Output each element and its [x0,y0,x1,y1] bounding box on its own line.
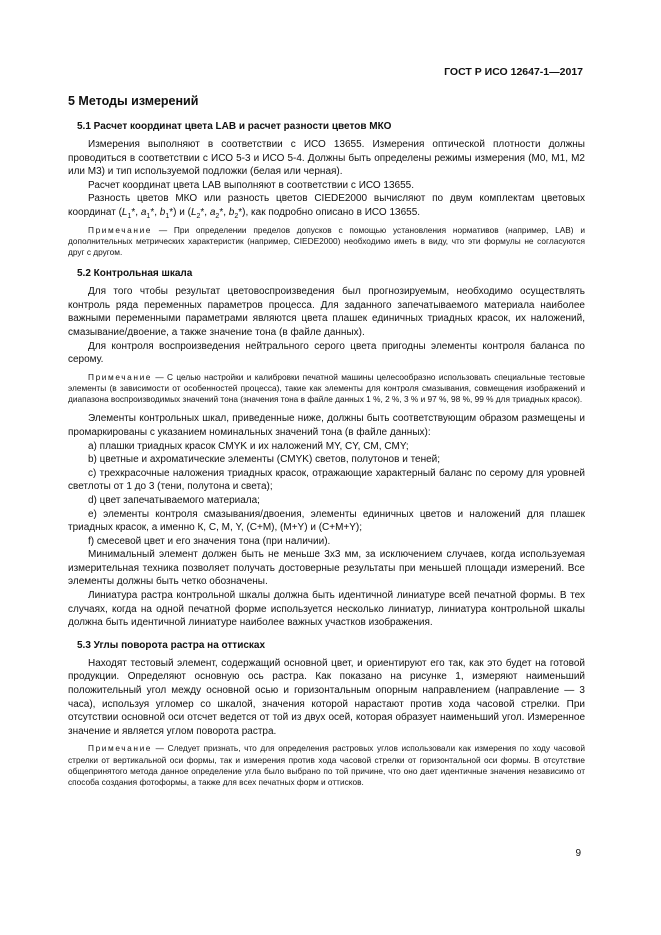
document-header: ГОСТ Р ИСО 12647-1—2017 [444,66,583,78]
document-body [68,94,585,795]
list-item: d) цвет запечатываемого материала; [88,494,260,506]
s51-paragraph-2: Расчет координат цвета LAB выполняют в соответствии с ИСО 13655. [88,179,415,191]
s51-p3-pre: Разность цветов МКО или разность цветов CIEDE2000 вычисляют по двум комплектам цветовых координат ( [68,193,585,218]
s52-note [68,372,585,406]
list-item: e) элементы контроля смазывания/двоения, элементы единичных цветов и наложений для плашек триадных красок, а именно К, С, М, Y, (С+М), (М+Y) и (С+М+Y); [68,508,585,534]
s52-paragraph-4: Минимальный элемент должен быть не меньше 3х3 мм, за исключением случаев, когда используемая измерительная техника позволяет получать достоверные результаты при меньшей площади измерений. Все элементы должны быть четко обозначены. [68,549,585,588]
section-5-heading: 5 Методы измерений [68,94,199,108]
s51-paragraph-3 [68,192,585,219]
s51-note [68,225,585,259]
section-5-2-heading: 5.2 Контрольная шкала [77,268,193,280]
s52-paragraph-5: Линиатура растра контрольной шкалы должна быть идентичной линиатуре всей печатной формы. В тех случаях, когда на одной печатной форме используется несколько линиатур, линиатура контрольной шкалы должна быть идентичной линиатуре наиболее важных участков изображения. [68,590,585,629]
list-item: b) цветные и ахроматические элементы (CMYK) светов, полутонов и теней; [88,454,441,466]
s53-note [68,743,585,788]
s52-paragraph-3: Элементы контрольных шкал, приведенные ниже, должны быть соответствующим образом размещены и промаркированы с указанием номинальных значений тона (в файле данных): [68,413,585,438]
note-text: — При определении пределов допусков с помощью установления нормативов (например, LAB) и дополнительных метрических характеристик (например, CIEDE2000) необходимо иметь в виду, что эти формулы не согласуются друг с другом. [68,224,585,257]
note-label: Примечание [88,224,153,235]
list-item: а) плашки триадных красок CMYK и их наложений MY, CY, CM, CMY; [88,440,409,452]
s53-paragraph-1: Находят тестовый элемент, содержащий основной цвет, и ориентируют его так, как это будет на готовой продукции. Определяют основную ось растра. Как показано на рисунке 1, измеряют наименьший положительный угол между основной осью и горизонтальным опорным направлением (направление — 3 часа), используя угломер со шкалой, значения которой нарастают против хода часовой стрелки. При отсутствии основной оси отсчет ведется от той из двух осей, которая образует наименьший угол. Измеренное значение и является углом поворота растра. [68,657,585,737]
section-5-3-heading: 5.3 Углы поворота растра на оттисках [77,639,266,651]
s51-paragraph-1: Измерения выполняют в соответствии с ИСО 13655. Измерения оптической плотности должны проводиться в соответствии с ИСО 5-3 и ИСО 5-4. Должны быть определены режимы измерения (М0, М1, М2 или М3) и тип используемой подложки (белая или черная). [68,139,585,178]
s52-paragraph-2: Для контроля воспроизведения нейтрального серого цвета пригодны элементы контроля баланса по серому. [68,340,585,366]
page-number: 9 [575,848,581,859]
note-label: Примечание [88,371,153,382]
s51-p3-post: ), как подробно описано в ИСО 13655. [242,206,421,218]
note-label: Примечание [88,743,153,754]
note-text: — С целью настройки и калибровки печатной машины целесообразно использовать специальные тестовые элементы (в зависимости от особенностей процесса), такие как элементы для контроля смазывания, совмещения изображений и диапазона воспроизводимых значений тона (значения тона в файле данных 1 %, 2 %, 3 % и 97 %, 98 %, 99 % для триадных красок). [68,371,585,405]
list-item: f) смесевой цвет и его значения тона (при наличии). [88,535,331,547]
list-item: c) трехкрасочные наложения триадных красок, отражающие характерный баланс по серому для уровней светлоты от 1 до 3 (тени, полутона и света); [68,467,585,493]
note-text: — Следует признать, что для определения растровых углов использовали как измерения по ходу часовой стрелки от вертикальной оси формы, так и измерения против хода часовой стрелки от горизонтальной оси формы. В отсутствие общепринятого метода данное определение угла было выбрано по той причине, что оно дает идентичные значения независимо от способа создания фотоформы, а также для всех печатных форм и оттисков. [68,743,585,788]
color-coordinates-formula: $L_1*$, $a_1*$, $b_1*$) и ($L_2*$, $a_2*$, $b_2*$ [121,206,243,220]
section-5-1-heading: 5.1 Расчет координат цвета LAB и расчет разности цветов МКО [77,121,392,132]
s52-paragraph-1: Для того чтобы результат цветовоспроизведения был прогнозируемым, необходимо осуществлять контроль ряда переменных параметров процесса. Для заданного запечатываемого материала наиболее важными переменными параметрами являются цвета плашек единичных триадных красок, их наложений, смазывание/двоение, а также значение тона (в файле данных). [68,286,585,338]
